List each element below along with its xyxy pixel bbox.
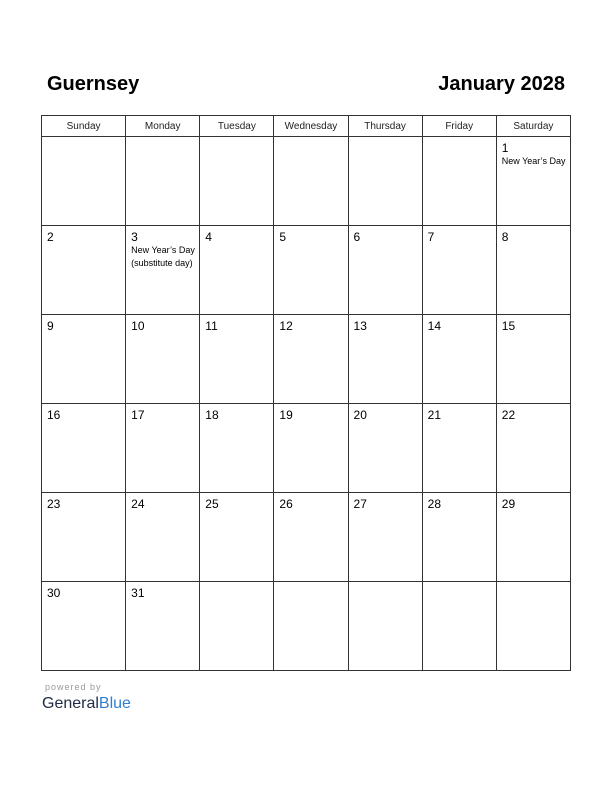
day-number: 1 bbox=[501, 141, 509, 155]
day-number bbox=[200, 582, 273, 586]
day-number: 24 bbox=[131, 497, 145, 511]
day-number: 3 bbox=[131, 230, 138, 244]
day-cell bbox=[126, 493, 200, 582]
day-number bbox=[42, 137, 125, 141]
brand-general-text: General bbox=[42, 695, 99, 712]
day-cell bbox=[42, 226, 126, 315]
day-cell bbox=[422, 404, 496, 493]
day-cell bbox=[200, 404, 274, 493]
day-cell bbox=[422, 137, 496, 226]
day-cell bbox=[274, 404, 348, 493]
day-number bbox=[349, 582, 422, 586]
weekday-thursday: Thursday bbox=[348, 116, 422, 137]
day-cell bbox=[42, 582, 126, 671]
week-row-4 bbox=[42, 404, 571, 493]
day-number: 7 bbox=[427, 230, 435, 244]
weekday-sunday: Sunday bbox=[42, 116, 126, 137]
day-cell bbox=[422, 493, 496, 582]
day-cell bbox=[42, 315, 126, 404]
day-number: 5 bbox=[279, 230, 287, 244]
day-number: 6 bbox=[353, 230, 361, 244]
month-title: January 2028 bbox=[438, 73, 565, 95]
country-title: Guernsey bbox=[47, 73, 140, 95]
brand-logo[interactable] bbox=[42, 694, 131, 714]
day-number: 19 bbox=[279, 408, 293, 422]
day-cell bbox=[348, 226, 422, 315]
day-number bbox=[200, 137, 273, 141]
day-cell bbox=[274, 315, 348, 404]
day-number: 12 bbox=[279, 319, 293, 333]
week-row-3 bbox=[42, 315, 571, 404]
day-cell bbox=[348, 493, 422, 582]
day-number: 11 bbox=[205, 319, 218, 333]
day-cell bbox=[126, 582, 200, 671]
day-cell bbox=[42, 404, 126, 493]
day-number: 23 bbox=[47, 497, 61, 511]
week-row-1 bbox=[42, 137, 571, 226]
day-cell bbox=[200, 582, 274, 671]
day-number: 26 bbox=[279, 497, 293, 511]
day-cell bbox=[422, 226, 496, 315]
day-number: 25 bbox=[205, 497, 219, 511]
day-number: 14 bbox=[427, 319, 442, 333]
day-number bbox=[349, 137, 422, 141]
day-cell bbox=[200, 137, 274, 226]
day-cell bbox=[42, 493, 126, 582]
day-number: 29 bbox=[501, 497, 516, 511]
day-cell bbox=[422, 582, 496, 671]
day-cell bbox=[126, 315, 200, 404]
day-number: 15 bbox=[501, 319, 516, 333]
day-number bbox=[423, 582, 496, 586]
day-number: 16 bbox=[47, 408, 61, 422]
day-number: 31 bbox=[131, 586, 145, 600]
day-number bbox=[423, 137, 496, 141]
day-cell bbox=[126, 226, 200, 315]
week-row-5 bbox=[42, 493, 571, 582]
day-number: 10 bbox=[131, 319, 145, 333]
day-number: 22 bbox=[501, 408, 516, 422]
brand-blue-text: Blue bbox=[98, 695, 131, 712]
holiday-label: New Year’s Day bbox=[501, 156, 566, 166]
day-number: 20 bbox=[353, 408, 367, 422]
weekday-monday: Monday bbox=[126, 116, 200, 137]
weekday-friday: Friday bbox=[422, 116, 496, 137]
day-cell bbox=[274, 582, 348, 671]
day-number: 18 bbox=[205, 408, 219, 422]
day-number: 13 bbox=[353, 319, 367, 333]
week-row-6 bbox=[42, 582, 571, 671]
day-cell bbox=[126, 404, 200, 493]
day-number: 9 bbox=[47, 319, 54, 333]
weekday-wednesday: Wednesday bbox=[274, 116, 348, 137]
day-cell bbox=[200, 226, 274, 315]
day-cell bbox=[200, 493, 274, 582]
day-number: 27 bbox=[353, 497, 367, 511]
powered-by-label: powered by bbox=[45, 682, 102, 692]
day-cell bbox=[496, 315, 570, 404]
day-cell bbox=[42, 137, 126, 226]
day-cell bbox=[274, 493, 348, 582]
day-cell bbox=[126, 137, 200, 226]
day-cell bbox=[348, 137, 422, 226]
day-cell bbox=[274, 226, 348, 315]
day-number: 17 bbox=[131, 408, 145, 422]
holiday-label: New Year’s Day (substitute day) bbox=[131, 245, 195, 268]
day-number: 28 bbox=[427, 497, 442, 511]
day-number: 8 bbox=[501, 230, 509, 244]
day-number bbox=[274, 582, 347, 586]
weekday-header-row bbox=[42, 116, 571, 137]
day-cell bbox=[496, 493, 570, 582]
day-cell bbox=[496, 226, 570, 315]
day-cell bbox=[496, 137, 570, 226]
day-cell bbox=[200, 315, 274, 404]
day-cell bbox=[274, 137, 348, 226]
day-cell bbox=[348, 582, 422, 671]
day-number bbox=[274, 137, 347, 141]
day-number: 21 bbox=[427, 408, 442, 422]
day-number bbox=[497, 582, 570, 586]
day-cell bbox=[348, 404, 422, 493]
weekday-saturday: Saturday bbox=[496, 116, 570, 137]
day-number: 4 bbox=[205, 230, 212, 244]
day-cell bbox=[496, 404, 570, 493]
day-cell bbox=[496, 582, 570, 671]
day-cell bbox=[348, 315, 422, 404]
day-number: 30 bbox=[47, 586, 61, 600]
week-row-2 bbox=[42, 226, 571, 315]
day-cell bbox=[422, 315, 496, 404]
day-number bbox=[126, 137, 199, 141]
day-number: 2 bbox=[47, 230, 54, 244]
calendar-grid bbox=[41, 115, 571, 671]
weekday-tuesday: Tuesday bbox=[200, 116, 274, 137]
